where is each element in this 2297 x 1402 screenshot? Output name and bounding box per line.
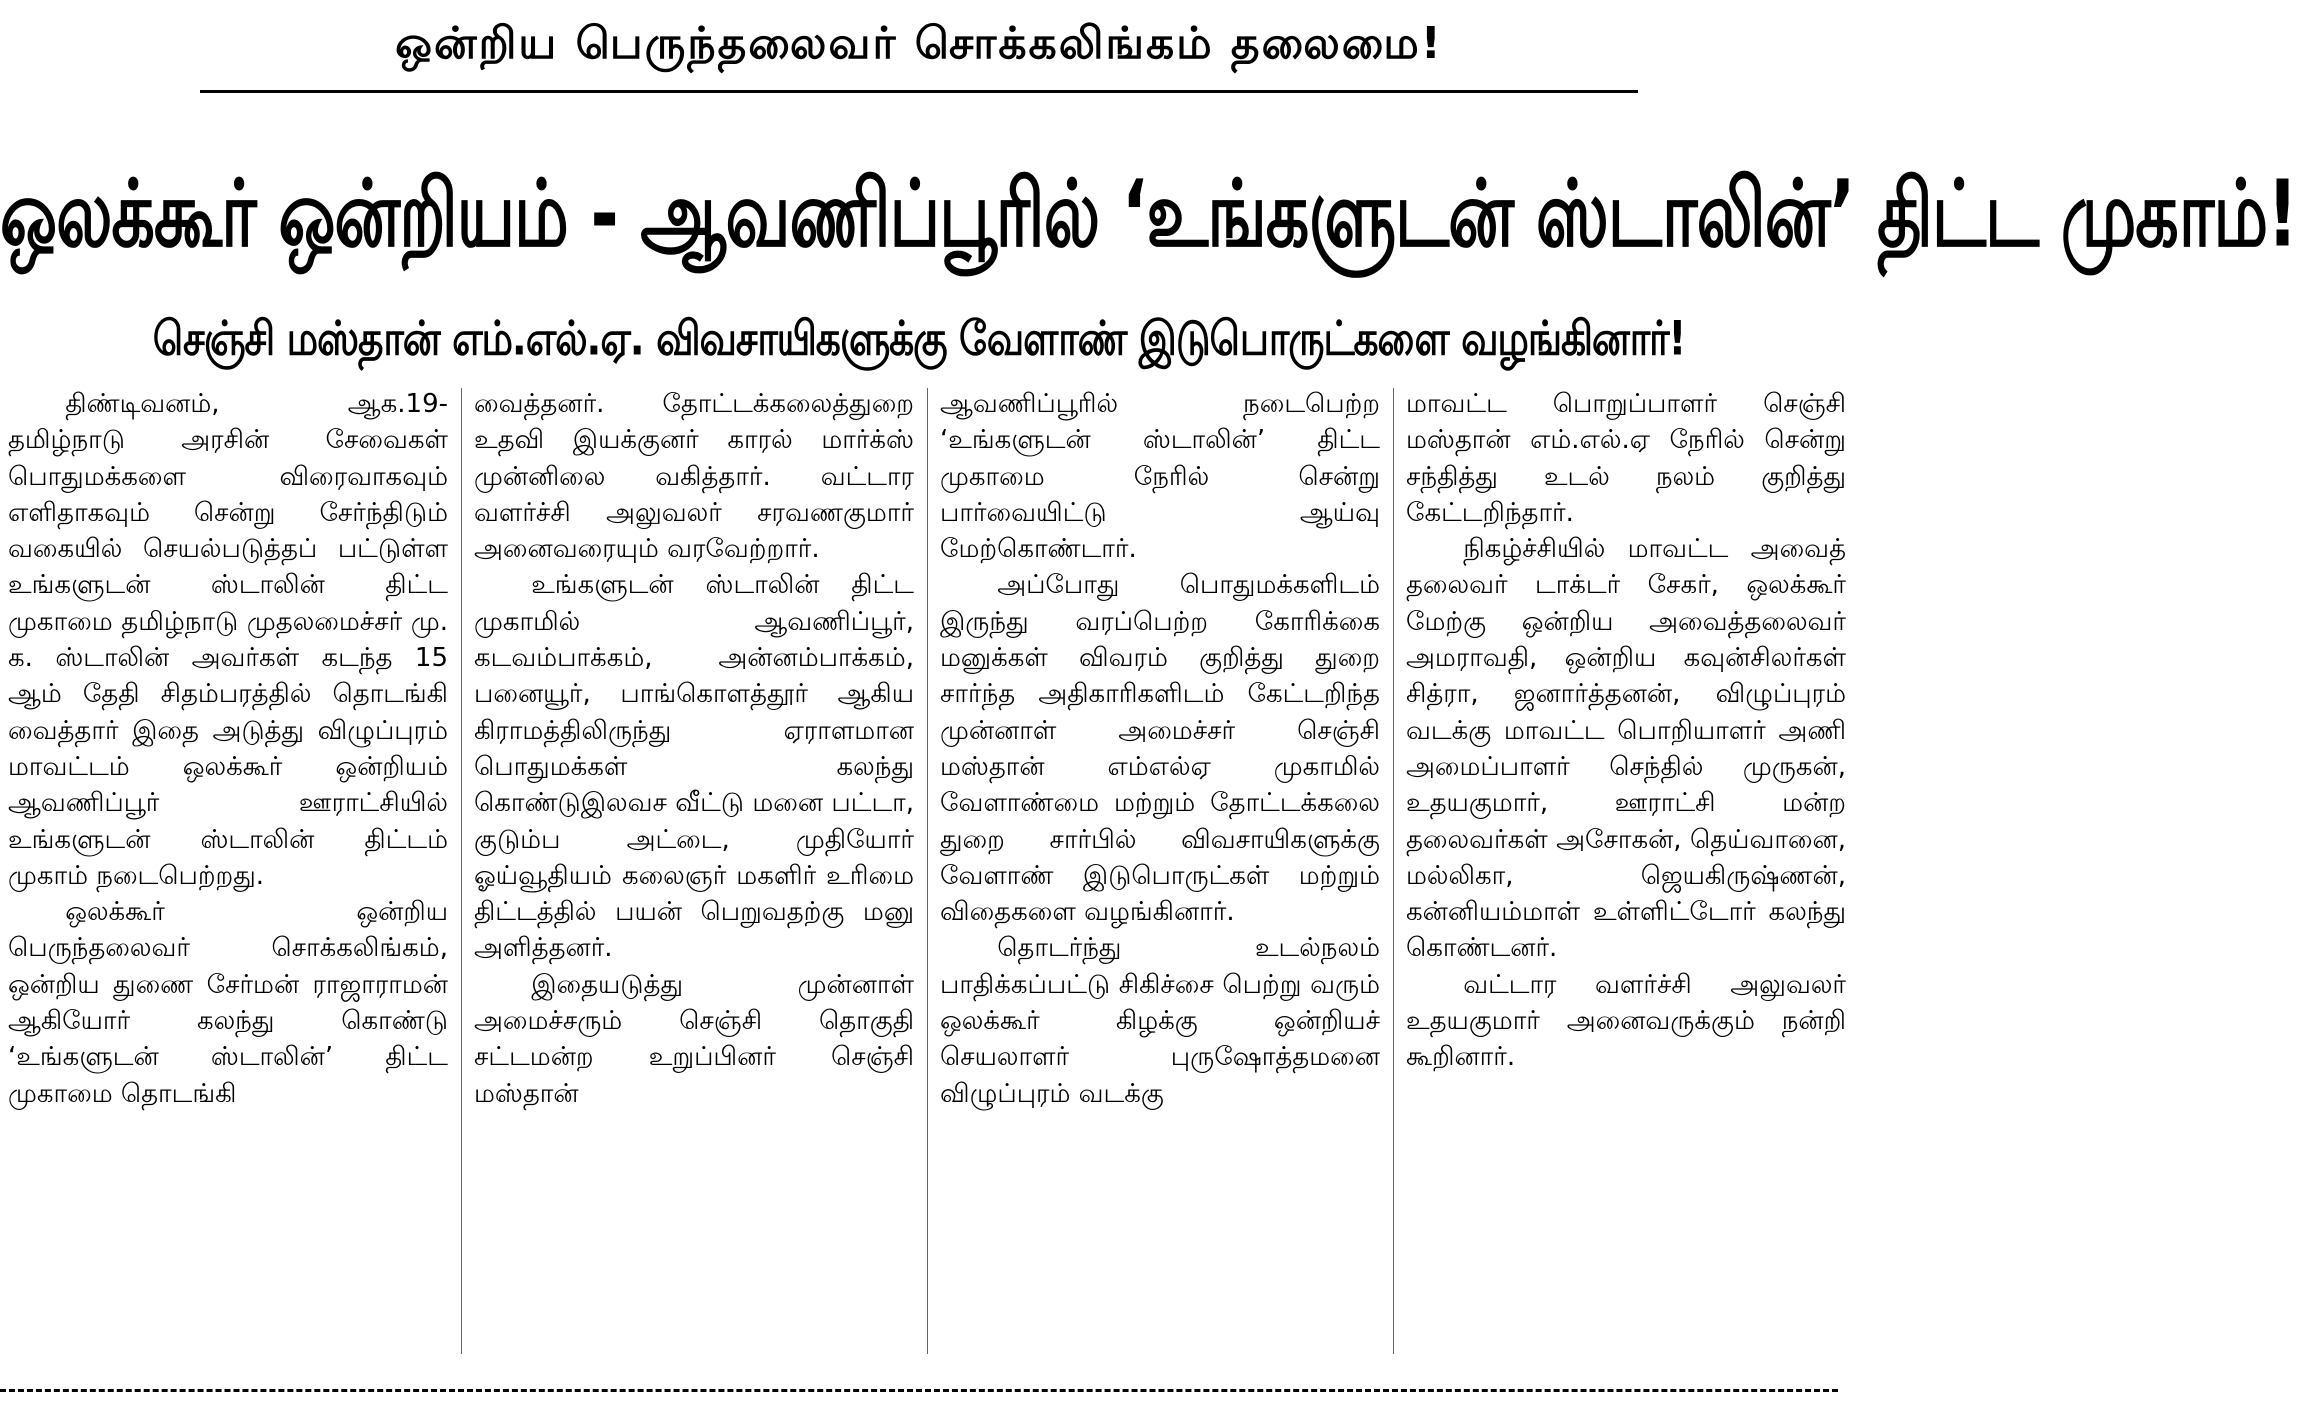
column-divider: [461, 388, 462, 1354]
paragraph: ஒலக்கூர் ஒன்றிய பெருந்தலைவர் சொக்கலிங்கம், ஒன்றிய துணை சேர்மன் ராஜாராமன் ஆகியோர் கலந்து கொண்டு ‘உங்களுடன் ஸ்டாலின்’ திட்ட முகாமை தொடங்கி: [8, 897, 448, 1109]
paragraph: இதையடுத்து முன்னாள் அமைச்சரும் செஞ்சி தொகுதி சட்டமன்ற உறுப்பினர் செஞ்சி மஸ்தான்: [474, 969, 914, 1109]
paragraph: அப்போது பொதுமக்களிடம் இருந்து வரப்பெற்ற கோரிக்கை மனுக்கள் விவரம் குறித்து துறை சார்ந்த அதிகாரிகளிடம் கேட்டறிந்த முன்னாள் அமைச்சர் செஞ்சி மஸ்தான் எம்எல்ஏ முகாமில் வேளாண்மை மற்றும் தோட்டக்கலை துறை சார்பில் விவசாயிகளுக்கு வேளாண் இடுபொருட்கள் மற்றும் விதைகளை வழங்கினார்.: [940, 570, 1380, 928]
bottom-dashed-rule: [0, 1389, 1838, 1392]
sub-headline: செஞ்சி மஸ்தான் எம்.எல்.ஏ. விவசாயிகளுக்கு வேளாண் இடுபொருட்களை வழங்கினார்!: [152, 312, 1686, 367]
column-divider: [927, 388, 928, 1354]
paragraph: ஆவணிப்பூரில் நடைபெற்ற ‘உங்களுடன் ஸ்டாலின்’ திட்ட முகாமை நேரில் சென்று பார்வையிட்டு ஆய்வு மேற்கொண்டார்.: [940, 389, 1380, 565]
paragraph: உங்களுடன் ஸ்டாலின் திட்ட முகாமில் ஆவணிப்பூர், கடவம்பாக்கம், அன்னம்பாக்கம், பனையூர், பாங்கொளத்தூர் ஆகிய கிராமத்திலிருந்து ஏராளமான பொதுமக்கள் கலந்து கொண்டுஇலவச வீட்டு மனை பட்டா, குடும்ப அட்டை, முதியோர் ஓய்வூதியம் கலைஞர் மகளிர் உரிமை திட்டத்தில் பயன் பெறுவதற்கு மனு அளித்தனர்.: [474, 570, 914, 964]
article-body: [8, 386, 1846, 1361]
paragraph: மாவட்ட பொறுப்பாளர் செஞ்சி மஸ்தான் எம்.எல்.ஏ நேரில் சென்று சந்தித்து உடல் நலம் குறித்து கேட்டறிந்தார்.: [1406, 389, 1846, 528]
paragraph: திண்டிவனம், ஆக.19- தமிழ்நாடு அரசின் சேவைகள் பொதுமக்களை விரைவாகவும் எளிதாகவும் சென்று சேர்ந்திடும் வகையில் செயல்படுத்தப் பட்டுள்ள உங்களுடன் ஸ்டாலின் திட்ட முகாமை தமிழ்நாடு முதலமைச்சர் மு. க. ஸ்டாலின் அவர்கள் கடந்த 15 ஆம் தேதி சிதம்பரத்தில் தொடங்கி வைத்தார் இதை அடுத்து விழுப்புரம் மாவட்டம் ஒலக்கூர் ஒன்றியம் ஆவணிப்பூர் ஊராட்சியில் உங்களுடன் ஸ்டாலின் திட்டம் முகாம் நடைபெற்றது.: [8, 389, 448, 891]
paragraph: வட்டார வளர்ச்சி அலுவலர் உதயகுமார் அனைவருக்கும் நன்றி கூறினார்.: [1406, 969, 1846, 1073]
paragraph: நிகழ்ச்சியில் மாவட்ட அவைத் தலைவர் டாக்டர் சேகர், ஒலக்கூர் மேற்கு ஒன்றிய அவைத்தலைவர் அமராவதி, ஒன்றிய கவுன்சிலர்கள் சித்ரா, ஜனார்த்தனன், விழுப்புரம் வடக்கு மாவட்ட பொறியாளர் அணி அமைப்பாளர் செந்தில் முருகன், உதயகுமார், ஊராட்சி மன்ற தலைவர்கள் அசோகன், தெய்வானை, மல்லிகா, ஜெயகிருஷ்ணன், கன்னியம்மாள் உள்ளிட்டோர் கலந்து கொண்டனர்.: [1406, 534, 1846, 964]
paragraph: வைத்தனர். தோட்டக்கலைத்துறை உதவி இயக்குனர் காரல் மார்க்ஸ் முன்னிலை வகித்தார். வட்டார வளர்ச்சி அலுவலர் சரவணகுமார் அனைவரையும் வரவேற்றார்.: [474, 389, 914, 565]
main-headline: ஒலக்கூர் ஒன்றியம் - ஆவணிப்பூரில் ‘உங்களுடன் ஸ்டாலின்’ திட்ட முகாம்!: [0, 161, 2297, 269]
paragraph: தொடர்ந்து உடல்நலம் பாதிக்கப்பட்டு சிகிச்சை பெற்று வரும் ஒலக்கூர் கிழக்கு ஒன்றியச் செயலாளர் புருஷோத்தமனை விழுப்புரம் வடக்கு: [940, 933, 1380, 1109]
article-column-2: [474, 386, 914, 1361]
article-column-3: [940, 386, 1380, 1361]
column-divider: [1393, 388, 1394, 1354]
article-column-4: [1406, 386, 1846, 1361]
article-column-1: [8, 386, 448, 1361]
kicker-headline: ஒன்றிய பெருந்தலைவர் சொக்கலிங்கம் தலைமை!: [395, 18, 1443, 69]
kicker-divider: [200, 90, 1638, 93]
